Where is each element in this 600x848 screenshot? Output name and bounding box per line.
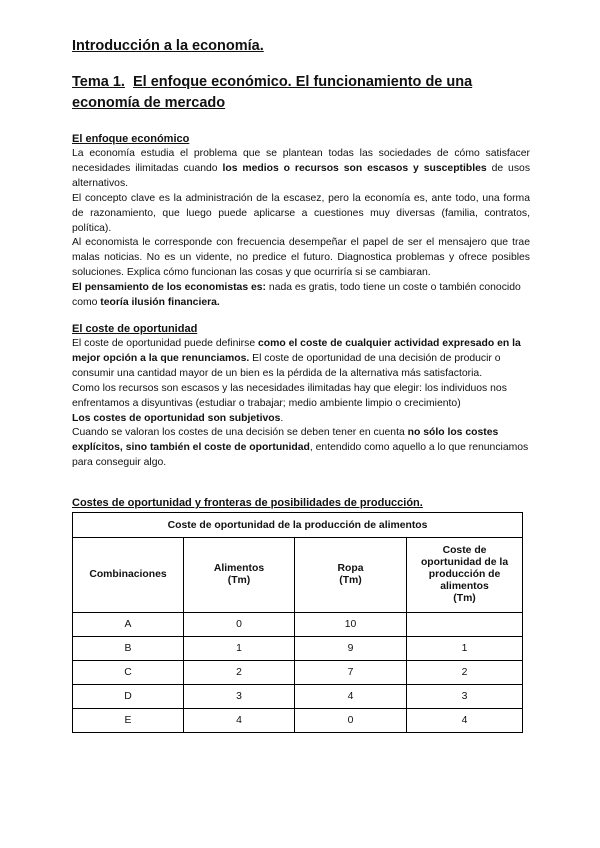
table-header-row: [73, 538, 523, 613]
text-run: El coste de oportunidad de una decisión de producir o consumir una cantidad mayor de un bien es la pérdida de la alternativa más satisfactoria.: [72, 352, 501, 379]
cell-alimentos: 1: [184, 637, 295, 661]
topic-title: [72, 72, 528, 114]
bold-text: El pensamiento de los economistas es:: [72, 282, 267, 294]
cell-ropa: 4: [295, 685, 407, 709]
bold-text: Los costes de oportunidad son subjetivos: [72, 412, 281, 424]
cell-combinacion: E: [73, 709, 184, 733]
paragraph: Como los recursos son escasos y las necesidades ilimitadas hay que elegir: los individuos nos enfrentamos a disyuntivas (estudiar o trabajar; medio ambiente limpio o crecimiento): [72, 382, 507, 409]
table-row: [73, 613, 523, 637]
section-heading-coste: El coste de oportunidad: [72, 323, 198, 335]
section-coste-oportunidad: [72, 322, 530, 471]
text-run: nada es gratis, todo tiene un coste o también conocido como: [72, 282, 521, 309]
bold-text: teoría ilusión financiera.: [100, 297, 220, 309]
cell-coste: 1: [407, 637, 523, 661]
table-row: [73, 709, 523, 733]
header-ropa: Ropa (Tm): [295, 538, 407, 613]
table-title: Coste de oportunidad de la producción de alimentos: [73, 513, 523, 538]
section-heading-enfoque: El enfoque económico: [72, 133, 190, 145]
cell-combinacion: C: [73, 661, 184, 685]
bold-text: los medios o recursos son escasos y susceptibles: [222, 162, 487, 174]
text-run: La economía estudia el problema que se plantean todas las sociedades de cómo satisfacer necesidades ilimitadas cuando: [72, 148, 530, 174]
header-coste: Coste de oportunidad de la producción de alimentos (Tm): [407, 538, 523, 613]
opportunity-cost-table: [72, 512, 523, 733]
paragraph: [72, 426, 530, 471]
cell-coste: 2: [407, 661, 523, 685]
cell-combinacion: D: [73, 685, 184, 709]
paragraph: Al economista le corresponde con frecuencia desempeñar el papel de ser el mensajero que trae malas noticias. No es un vidente, no predice el futuro. Diagnostica problemas y ofrece posibles soluciones. Explica cómo funcionan las cosas y que ocurriría si se cambiaran.: [72, 237, 530, 279]
topic-number: Tema 1.: [72, 74, 125, 90]
cell-alimentos: 2: [184, 661, 295, 685]
section-enfoque-economico: [72, 132, 530, 311]
cell-coste: [407, 613, 523, 637]
table-caption: Costes de oportunidad y fronteras de posibilidades de producción.: [72, 497, 423, 509]
table-row: [73, 685, 523, 709]
cell-alimentos: 4: [184, 709, 295, 733]
cell-combinacion: A: [73, 613, 184, 637]
cell-ropa: 9: [295, 637, 407, 661]
cell-ropa: 0: [295, 709, 407, 733]
text-run: de usos alternativos.: [72, 162, 531, 189]
table-title-row: [73, 513, 523, 538]
header-alimentos: Alimentos (Tm): [184, 538, 295, 613]
topic-title-text: El enfoque económico. El funcionamiento de una economía de mercado: [72, 74, 473, 111]
paragraph: [72, 412, 530, 427]
cell-combinacion: B: [73, 637, 184, 661]
table-row: [73, 637, 523, 661]
document-title: Introducción a la economía.: [72, 38, 264, 54]
cell-coste: 4: [407, 709, 523, 733]
text-run: Cuando se valoran los costes de una decisión se deben tener en cuenta: [72, 427, 408, 439]
cell-coste: 3: [407, 685, 523, 709]
cell-ropa: 10: [295, 613, 407, 637]
paragraph: [72, 147, 530, 192]
text-run: El coste de oportunidad puede definirse: [72, 338, 259, 349]
cell-ropa: 7: [295, 661, 407, 685]
cell-alimentos: 0: [184, 613, 295, 637]
paragraph: [72, 337, 530, 382]
header-combinaciones: Combinaciones: [73, 538, 184, 613]
paragraph: [72, 281, 530, 311]
bold-text: no sólo los costes explícitos, sino también el coste de oportunidad: [72, 427, 499, 454]
paragraph: El concepto clave es la administración de la escasez, pero la economía es, ante todo, una forma de razonamiento, que luego puede aplicarse a cuestiones muy diversas (familia, contratos, política).: [72, 192, 530, 234]
bold-text: como el coste de cualquier actividad expresado en la mejor opción a la que renunciamos.: [72, 338, 521, 364]
text-run: , entendido como aquello a lo que renunciamos para conseguir algo.: [72, 442, 529, 469]
cell-alimentos: 3: [184, 685, 295, 709]
text-run: .: [280, 412, 284, 424]
table-row: [73, 661, 523, 685]
